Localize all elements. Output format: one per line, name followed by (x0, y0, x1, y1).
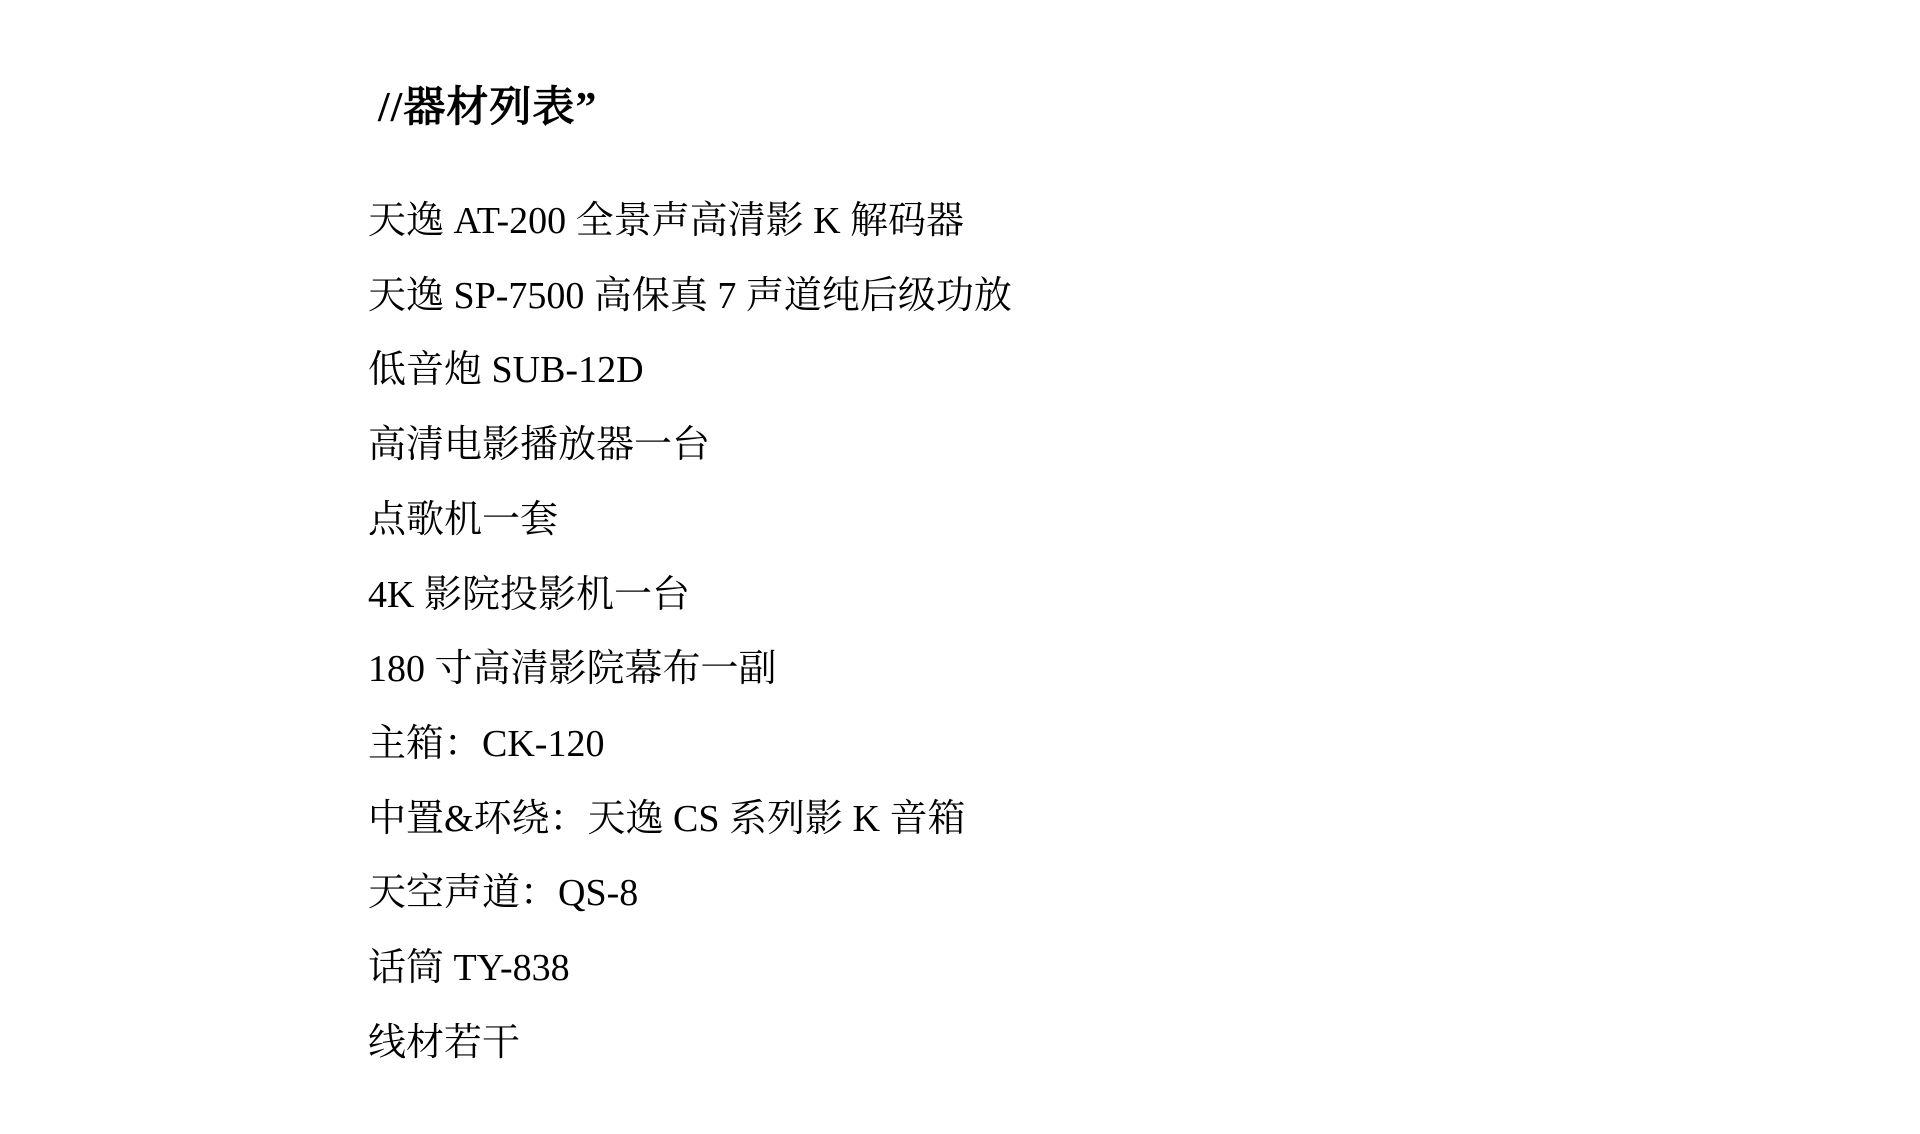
document-title: //器材列表” (378, 85, 598, 132)
list-item: 点歌机一套 (368, 498, 559, 541)
list-item: 180 寸高清影院幕布一副 (368, 648, 777, 691)
list-item: 线材若干 (368, 1021, 521, 1064)
list-item: 话筒 TY-838 (368, 947, 570, 990)
list-item: 主箱：CK-120 (368, 722, 605, 765)
list-item: 高清电影播放器一台 (368, 424, 711, 467)
list-item: 低音炮 SUB-12D (368, 349, 644, 392)
list-item: 天逸 SP-7500 高保真 7 声道纯后级功放 (368, 274, 1012, 317)
list-item: 天空声道：QS-8 (368, 872, 639, 915)
list-item: 中置&环绕：天逸 CS 系列影 K 音箱 (368, 797, 966, 840)
equipment-list (368, 184, 1012, 1080)
list-item: 4K 影院投影机一台 (368, 573, 690, 616)
list-item: 天逸 AT-200 全景声高清影 K 解码器 (368, 200, 965, 242)
